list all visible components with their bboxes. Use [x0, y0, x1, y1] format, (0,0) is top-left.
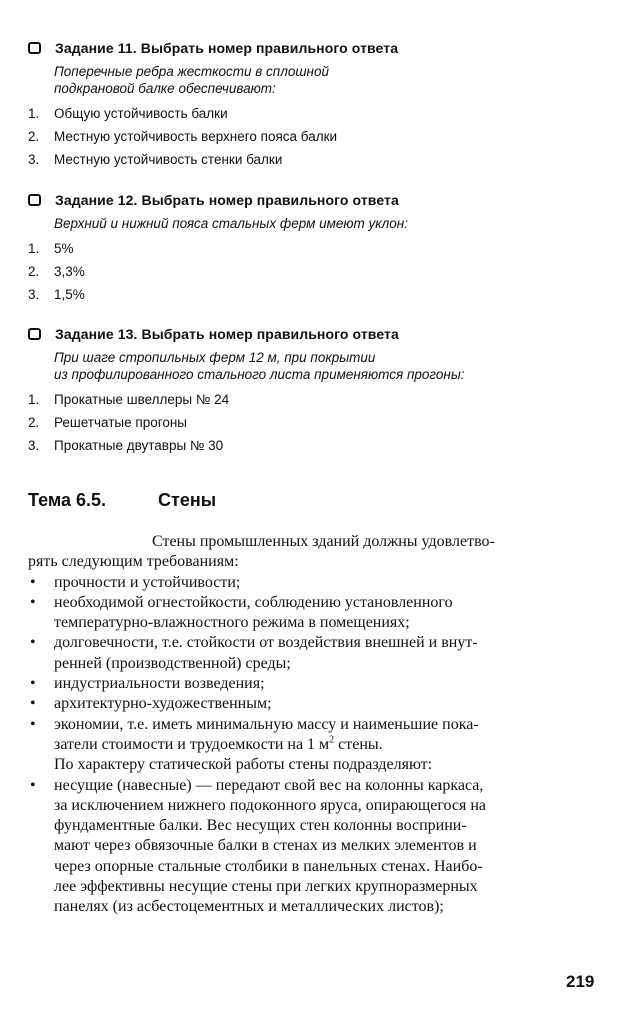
- requirement-item: [28, 593, 608, 634]
- answer-option: [28, 260, 608, 283]
- option-number: 2.: [28, 129, 40, 144]
- requirement-item: [28, 573, 608, 593]
- answer-option: [28, 148, 608, 171]
- option-text: Прокатные двутавры № 30: [54, 438, 224, 453]
- text-line: • архитектурно-художественным;: [54, 695, 272, 713]
- text-line: • несущие (навесные) — передают свой вес на колонны каркаса,: [54, 776, 484, 794]
- task-question: [54, 63, 608, 97]
- text-line: лее эффективны несущие стены при легких крупноразмерных: [54, 878, 478, 896]
- text-line: • необходимой огнестойкости, соблюдению установленного: [54, 593, 453, 611]
- topic-number: Тема 6.5.: [28, 490, 106, 510]
- checkbox-icon: [28, 42, 41, 54]
- option-number: 1.: [28, 241, 40, 256]
- text-line: [54, 735, 608, 755]
- checkbox-icon: [28, 194, 41, 206]
- classification-intro: По характеру статической работы стены подразделяют:: [54, 756, 433, 774]
- option-text: Местную устойчивость верхнего пояса балки: [54, 129, 338, 144]
- task-header: [28, 324, 608, 344]
- answer-options: [28, 102, 608, 171]
- classification-item: [28, 776, 608, 918]
- question-line: При шаге стропильных ферм 12 м, при покрытии: [54, 350, 376, 365]
- option-text: 5%: [54, 241, 74, 256]
- text-line: Стены промышленных зданий должны удовлетво-: [152, 533, 495, 550]
- task-title: Задание 12. Выбрать номер правильного ответа: [55, 192, 399, 208]
- question-line: из профилированного стального листа применяются прогоны:: [54, 367, 465, 382]
- answer-options: [28, 237, 608, 306]
- answer-option: [28, 411, 608, 434]
- text-line: через опорные стальные столбики в панельных стенах. Наибо-: [54, 857, 483, 875]
- task-title: Задание 11. Выбрать номер правильного ответа: [55, 40, 399, 56]
- text-line: мают через обвязочные балки в стенах из мелких элементов и: [54, 837, 477, 855]
- requirement-item: [28, 694, 608, 714]
- answer-option: [28, 102, 608, 125]
- requirement-item: [28, 633, 608, 674]
- page-number: 219: [566, 972, 595, 991]
- text-line: • индустриальности возведения;: [54, 675, 265, 693]
- task-question: [54, 215, 608, 232]
- superscript: 2: [329, 734, 335, 746]
- topic-title: Стены: [158, 490, 217, 510]
- option-number: 2.: [28, 415, 40, 430]
- requirement-item: [28, 715, 608, 756]
- text-fragment: стены.: [334, 735, 383, 753]
- answer-options: [28, 388, 608, 457]
- text-line: рять следующим требованиям:: [28, 553, 239, 571]
- body-text: [28, 532, 608, 918]
- task-13: [28, 324, 608, 457]
- answer-option: [28, 237, 608, 260]
- option-number: 3.: [28, 438, 40, 453]
- answer-option: [28, 388, 608, 411]
- answer-option: [28, 125, 608, 148]
- task-11: [28, 38, 608, 171]
- checkbox-icon: [28, 328, 41, 340]
- task-header: [28, 38, 608, 58]
- text-line: • долговечности, т.е. стойкости от воздействия внешней и внут-: [54, 634, 478, 652]
- option-text: 1,5%: [54, 287, 85, 302]
- text-line: ренней (производственной) среды;: [54, 654, 291, 672]
- topic-heading: [28, 490, 216, 511]
- option-text: Местную устойчивость стенки балки: [54, 152, 283, 167]
- text-line: • экономии, т.е. иметь минимальную массу и наименьшие пока-: [54, 715, 479, 733]
- task-question: [54, 349, 608, 383]
- text-line: температурно-влажностного режима в помещениях;: [54, 614, 410, 632]
- option-text: Общую устойчивость балки: [54, 106, 228, 121]
- question-line: Верхний и нижний пояса стальных ферм имеют уклон:: [54, 216, 408, 231]
- text-line: за исключением нижнего подоконного яруса, опирающегося на: [54, 796, 487, 814]
- task-header: [28, 190, 608, 210]
- question-line: подкрановой балке обеспечивают:: [54, 81, 276, 96]
- text-fragment: затели стоимости и трудоемкости на 1 м: [54, 735, 330, 753]
- answer-option: [28, 283, 608, 306]
- answer-option: [28, 434, 608, 457]
- option-number: 1.: [28, 106, 40, 121]
- option-number: 3.: [28, 287, 40, 302]
- text-line: фундаментные балки. Вес несущих стен колонны восприни-: [54, 817, 467, 835]
- intro-paragraph: [28, 532, 608, 573]
- question-line: Поперечные ребра жесткости в сплошной: [54, 64, 329, 79]
- option-number: 2.: [28, 264, 40, 279]
- option-number: 1.: [28, 392, 40, 407]
- task-12: [28, 190, 608, 306]
- option-text: 3,3%: [54, 264, 85, 279]
- text-line: • прочности и устойчивости;: [54, 573, 241, 591]
- option-text: Решетчатые прогоны: [54, 415, 188, 430]
- requirements-list: [28, 573, 608, 756]
- task-title: Задание 13. Выбрать номер правильного ответа: [55, 326, 399, 342]
- requirement-item: [28, 674, 608, 694]
- classification-list: [28, 776, 608, 918]
- option-text: Прокатные швеллеры № 24: [54, 392, 230, 407]
- option-number: 3.: [28, 152, 40, 167]
- text-line: панелях (из асбестоцементных и металлических листов);: [54, 898, 444, 916]
